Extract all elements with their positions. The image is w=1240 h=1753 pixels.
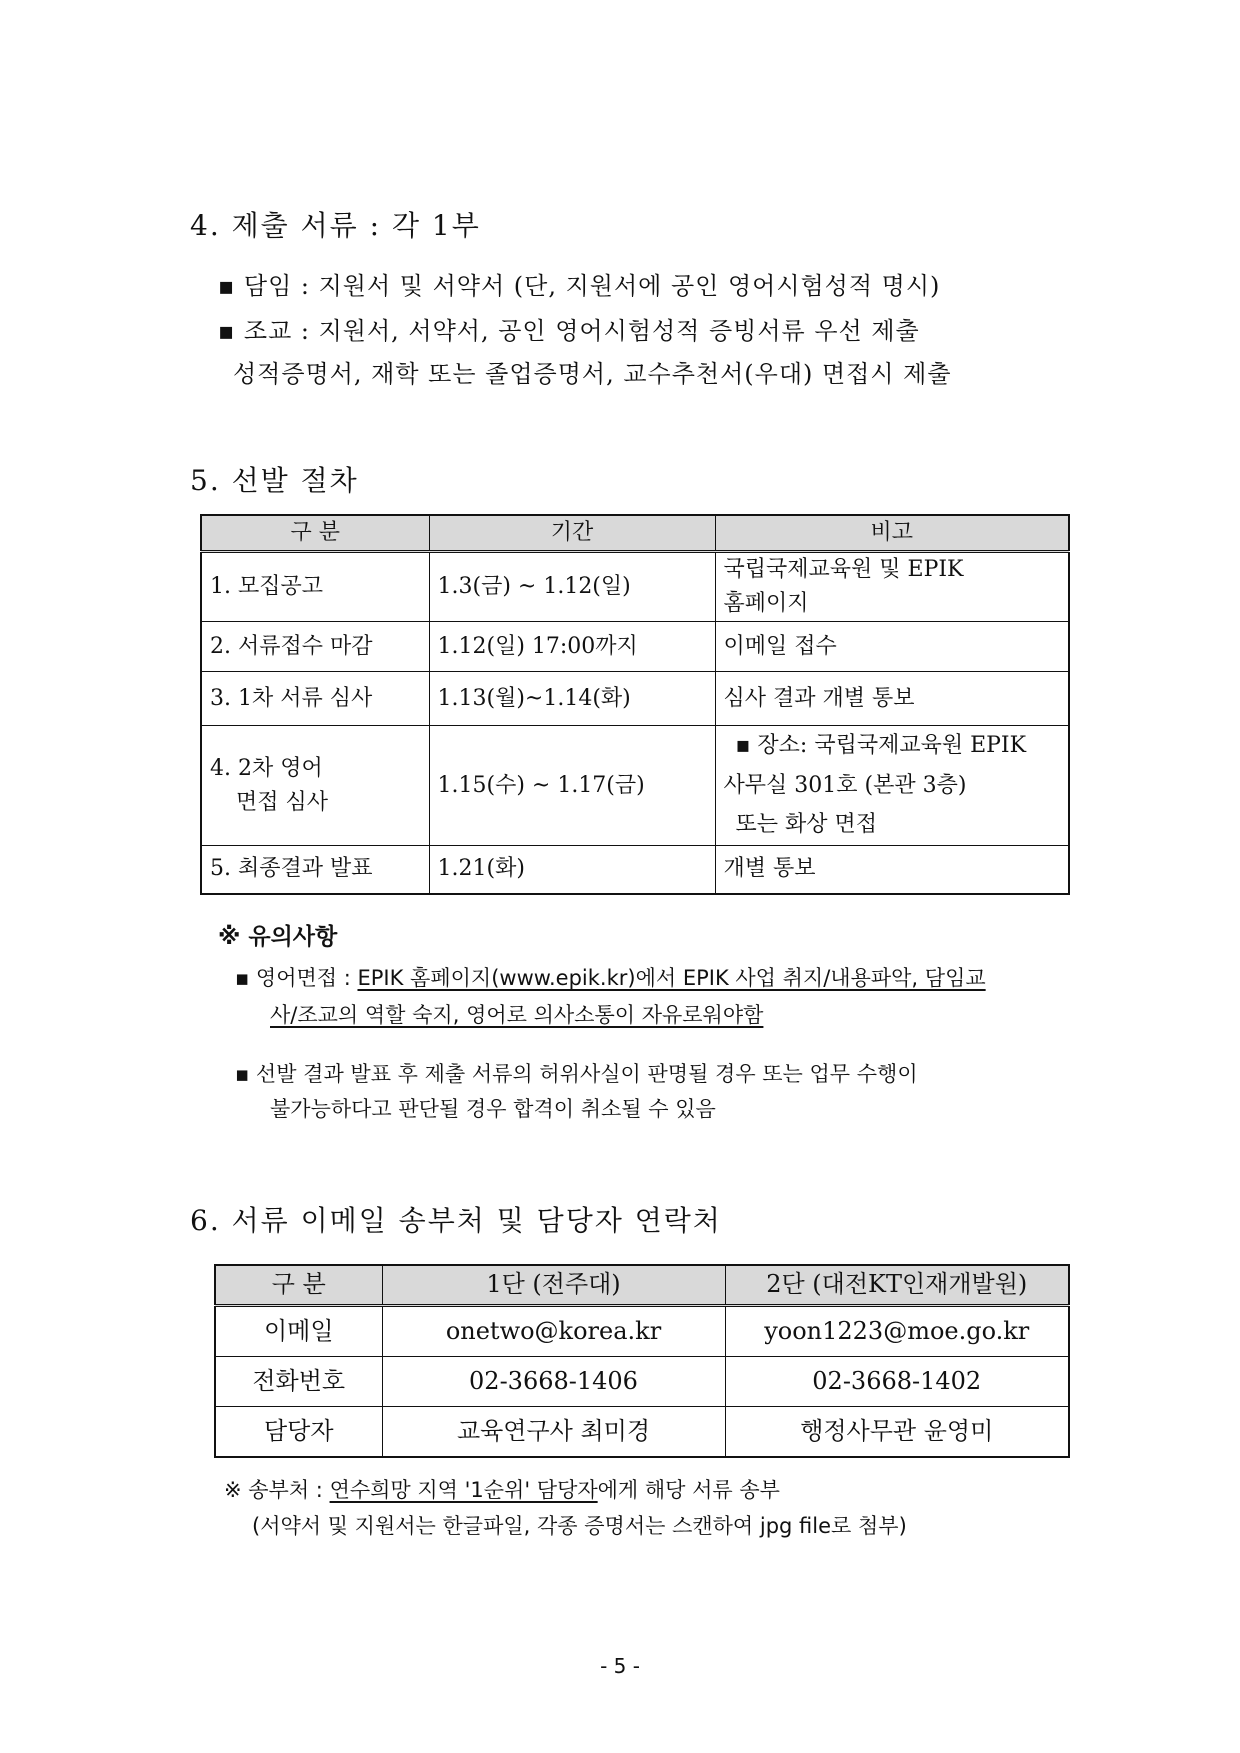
step: 3. 1차 서류 심사 — [201, 672, 429, 726]
step-line: 4. 2차 영어 — [210, 755, 323, 781]
caution-label: ▪ 영어면접 : — [235, 966, 358, 990]
remarks-line: 또는 화상 면접 — [735, 812, 877, 838]
phone-daejeon: 02-3668-1402 — [725, 1357, 1069, 1407]
remarks-line: 홈페이지 — [723, 591, 809, 617]
section-6-title: 6. 서류 이메일 송부처 및 담당자 연락처 — [190, 1204, 722, 1237]
header-jeonju: 1단 (전주대) — [382, 1265, 725, 1306]
table-row — [201, 552, 1069, 622]
caution-item-cancel: ▪ 선발 결과 발표 후 제출 서류의 허위사실이 판명될 경우 또는 업무 수행이 — [235, 1062, 918, 1086]
section-4-title: 4. 제출 서류 : 각 1부 — [190, 209, 481, 242]
bullet-assistant: ▪ 조교 : 지원서, 서약서, 공인 영어시험성적 증빙서류 우선 제출 — [218, 317, 920, 345]
table-row — [215, 1306, 1069, 1357]
step: 2. 서류접수 마감 — [201, 622, 429, 672]
caution-item-cancel-cont: 불가능하다고 판단될 경우 합격이 취소될 수 있음 — [270, 1097, 716, 1121]
period: 1.13(월)~1.14(화) — [429, 672, 715, 726]
period: 1.3(금) ~ 1.12(일) — [429, 552, 715, 622]
remarks-line: ▪ 장소: 국립국제교육원 EPIK — [735, 733, 1027, 759]
period: 1.12(일) 17:00까지 — [429, 622, 715, 672]
step — [201, 726, 429, 846]
step: 1. 모집공고 — [201, 552, 429, 622]
table-row — [215, 1357, 1069, 1407]
note-underlined: 연수희망 지역 '1순위' 담당자 — [329, 1478, 598, 1502]
section-5-title: 5. 선발 절차 — [190, 464, 359, 497]
row-label: 담당자 — [215, 1407, 382, 1457]
header-period: 기간 — [429, 515, 715, 552]
row-label: 이메일 — [215, 1306, 382, 1357]
file-format-note: (서약서 및 지원서는 한글파일, 각종 증명서는 스캔하여 jpg file로 첨부) — [252, 1514, 907, 1538]
step-line: 면접 심사 — [236, 789, 329, 815]
header-category: 구 분 — [201, 515, 429, 552]
table-row — [201, 622, 1069, 672]
table-row — [215, 1407, 1069, 1457]
step: 5. 최종결과 발표 — [201, 846, 429, 894]
table-row — [201, 846, 1069, 894]
remarks: 이메일 접수 — [715, 622, 1069, 672]
row-label: 전화번호 — [215, 1357, 382, 1407]
header-remarks: 비고 — [715, 515, 1069, 552]
contact-daejeon: 행정사무관 윤영미 — [725, 1407, 1069, 1457]
remarks-line: 국립국제교육원 및 EPIK — [723, 557, 964, 583]
remarks — [715, 552, 1069, 622]
selection-procedure-table — [200, 514, 1070, 895]
phone-jeonju: 02-3668-1406 — [382, 1357, 725, 1407]
period: 1.15(수) ~ 1.17(금) — [429, 726, 715, 846]
send-to-note — [224, 1474, 780, 1504]
header-daejeon: 2단 (대전KT인재개발원) — [725, 1265, 1069, 1306]
caution-title: ※ 유의사항 — [218, 924, 338, 950]
header-category: 구 분 — [215, 1265, 382, 1306]
remarks-line: 사무실 301호 (본관 3층) — [723, 772, 967, 798]
page-number: - 5 - — [600, 1654, 640, 1678]
table-row — [201, 726, 1069, 846]
contact-table — [214, 1264, 1070, 1458]
caution-item-interview — [235, 962, 986, 992]
contact-jeonju: 교육연구사 최미경 — [382, 1407, 725, 1457]
email-jeonju: onetwo@korea.kr — [382, 1306, 725, 1357]
email-daejeon: yoon1223@moe.go.kr — [725, 1306, 1069, 1357]
bullet-homeroom: ▪ 담임 : 지원서 및 서약서 (단, 지원서에 공인 영어시험성적 명시) — [218, 272, 941, 300]
remarks: 심사 결과 개별 통보 — [715, 672, 1069, 726]
remarks — [715, 726, 1069, 846]
period: 1.21(화) — [429, 846, 715, 894]
note-suffix: 에게 해당 서류 송부 — [597, 1478, 780, 1502]
table-row — [201, 672, 1069, 726]
caution-item-interview-cont — [270, 999, 763, 1029]
bullet-assistant-cont: 성적증명서, 재학 또는 졸업증명서, 교수추천서(우대) 면접시 제출 — [233, 360, 952, 388]
caution-underlined: EPIK 홈페이지(www.epik.kr)에서 EPIK 사업 취지/내용파악, 담임교 — [357, 966, 986, 990]
note-prefix: ※ 송부처 : — [224, 1478, 330, 1502]
caution-underlined: 사/조교의 역할 숙지, 영어로 의사소통이 자유로워야함 — [270, 1003, 764, 1027]
remarks: 개별 통보 — [715, 846, 1069, 894]
